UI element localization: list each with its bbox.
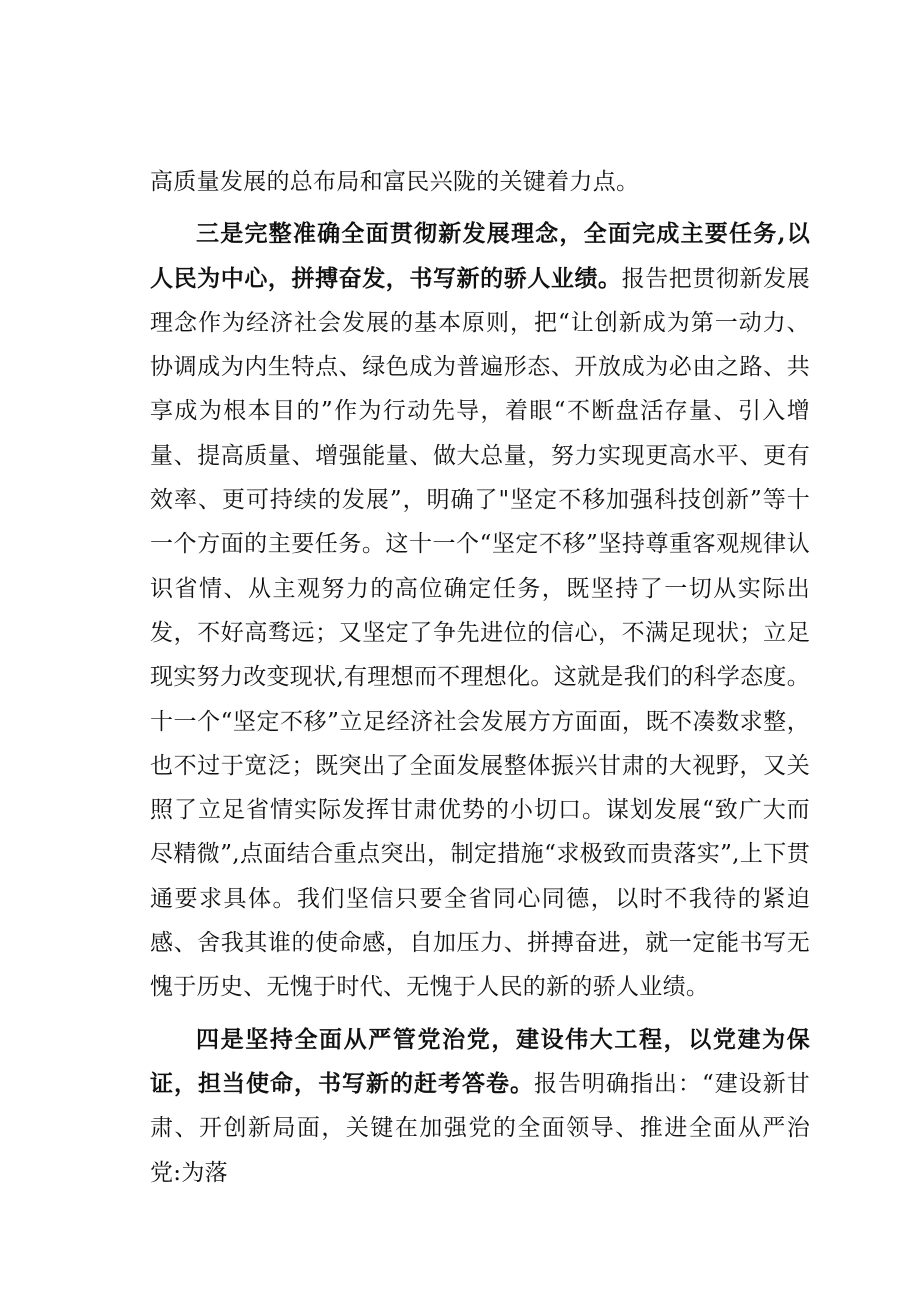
paragraph-four xyxy=(150,1018,810,1195)
paragraph-three-body: 报告把贯彻新发展理念作为经济社会发展的基本原则，把“让创新成为第一动力、协调成为内生特点、绿色成为普遍形态、开放成为必由之路、共享成为根本目的”作为行动先导，着眼“不断盘活存量、引入增量、提高质量、增强能量、做大总量，努力实现更高水平、更有效率、更可持续的发展”，明确了"坚定不移加强科技创新”等十一个方面的主要任务。这十一个“坚定不移”坚持尊重客观规律认识省情、从主观努力的高位确定任务，既坚持了一切从实际出发，不好高骛远；又坚定了争先进位的信心，不满足现状；立足现实努力改变现状,有理想而不理想化。这就是我们的科学态度。十一个“坚定不移”立足经济社会发展方方面面，既不凑数求整，也不过于宽泛；既突出了全面发展整体振兴甘肃的大视野，又关照了立足省情实际发挥甘肃优势的小切口。谋划发展“致广大而尽精微”,点面结合重点突出，制定措施“求极致而贵落实”,上下贯通要求具体。我们坚信只要全省同心同德，以时不我待的紧迫感、舍我其谁的使命感，自加压力、拼搏奋进，就一定能书写无愧于历史、无愧于时代、无愧于人民的新的骄人业绩。 xyxy=(150,265,811,1001)
paragraph-four-heading: 四是坚持全面从严管党治党，建设伟大工程，以党建为保证，担当使命，书写新的赶考答卷。 xyxy=(150,1025,810,1097)
paragraph-three-heading: 三是完整准确全面贯彻新发展理念，全面完成主要任务,以人民为中心，拼搏奋发，书写新的骄人业绩。 xyxy=(150,220,810,292)
document-body xyxy=(150,160,810,1195)
paragraph-four-body: 报告明确指出：“建设新甘肃、开创新局面，关键在加强党的全面领导、推进全面从严治党:为落 xyxy=(150,1070,810,1186)
continuation-paragraph: 高质量发展的总布局和富民兴陇的关键着力点。 xyxy=(150,169,640,195)
paragraph-three xyxy=(150,212,810,1009)
